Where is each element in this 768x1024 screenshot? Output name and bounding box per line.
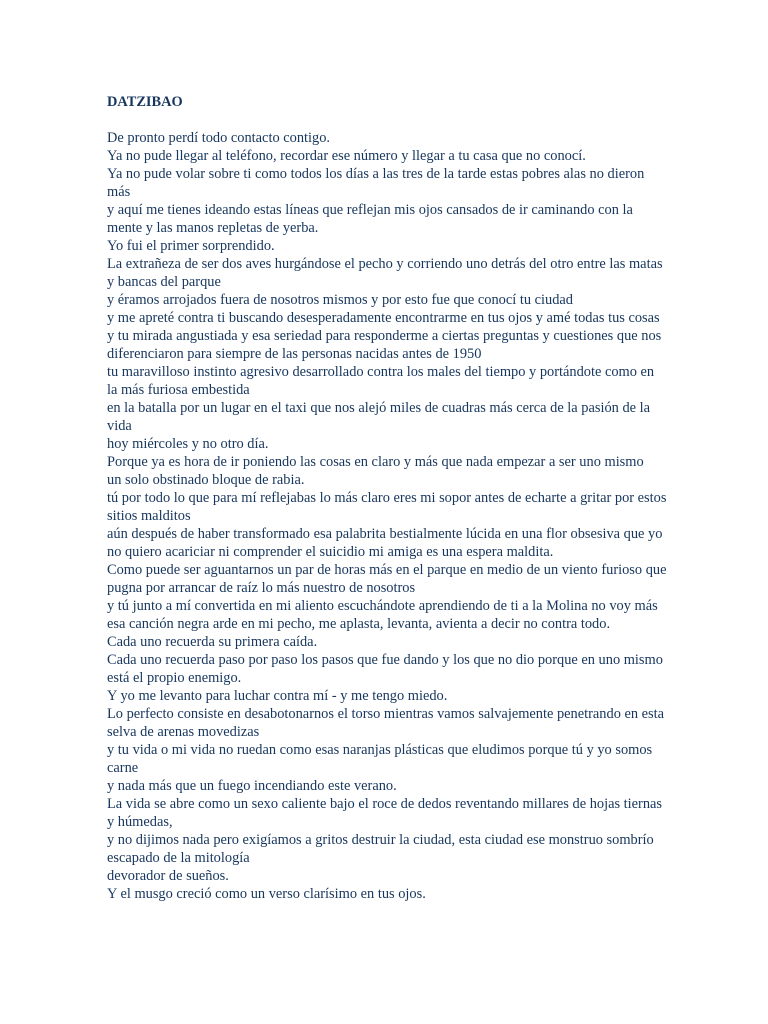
poem-line: Ya no pude llegar al teléfono, recordar ese número y llegar a tu casa que no conocí. bbox=[107, 148, 586, 164]
poem-line: Ya no pude volar sobre ti como todos los días a las tres de la tarde estas pobres alas no dieron más bbox=[107, 166, 645, 200]
poem-line: De pronto perdí todo contacto contigo. bbox=[107, 130, 330, 146]
poem-line: Como puede ser aguantarnos un par de horas más en el parque en medio de un viento furioso que pugna por arrancar de raíz lo más nuestro de nosotros bbox=[107, 562, 667, 596]
poem-line: y no dijimos nada pero exigíamos a gritos destruir la ciudad, esta ciudad ese monstruo sombrío escapado de la mitología bbox=[107, 832, 654, 866]
poem-title: DATZIBAO bbox=[107, 94, 183, 110]
poem-line: Porque ya es hora de ir poniendo las cosas en claro y más que nada empezar a ser uno mismo bbox=[107, 454, 644, 470]
poem-line: tú por todo lo que para mí reflejabas lo más claro eres mi sopor antes de echarte a gritar por estos sitios malditos bbox=[107, 490, 667, 524]
poem-line: y me apreté contra ti buscando desesperadamente encontrarme en tus ojos y amé todas tus cosas bbox=[107, 310, 660, 326]
poem-line: y tu mirada angustiada y esa seriedad para responderme a ciertas preguntas y cuestiones que nos diferenciaron para siempre de las personas nacidas antes de 1950 bbox=[107, 328, 662, 362]
poem-line: Y el musgo creció como un verso clarísimo en tus ojos. bbox=[107, 886, 426, 902]
poem-line: hoy miércoles y no otro día. bbox=[107, 436, 269, 452]
poem-line: y éramos arrojados fuera de nosotros mismos y por esto fue que conocí tu ciudad bbox=[107, 292, 573, 308]
poem-line: Y yo me levanto para luchar contra mí - y me tengo miedo. bbox=[107, 688, 448, 704]
poem-line: Lo perfecto consiste en desabotonarnos el torso mientras vamos salvajemente penetrando en esta selva de arenas movedizas bbox=[107, 706, 665, 740]
poem-line: Cada uno recuerda su primera caída. bbox=[107, 634, 318, 650]
poem-line: y aquí me tienes ideando estas líneas que reflejan mis ojos cansados de ir caminando con la mente y las manos repletas de yerba. bbox=[107, 202, 633, 236]
poem-line: un solo obstinado bloque de rabia. bbox=[107, 472, 305, 488]
poem-body bbox=[107, 93, 667, 903]
poem-line: y tú junto a mí convertida en mi aliento escuchándote aprendiendo de ti a la Molina no voy más esa canción negra arde en mi pecho, me aplasta, levanta, avienta a decir no contra todo. bbox=[107, 598, 658, 632]
poem-line: y nada más que un fuego incendiando este verano. bbox=[107, 778, 397, 794]
poem-line: tu maravilloso instinto agresivo desarrollado contra los males del tiempo y portándote como en la más furiosa embestida bbox=[107, 364, 655, 398]
poem-line: devorador de sueños. bbox=[107, 868, 229, 884]
poem-line: y tu vida o mi vida no ruedan como esas naranjas plásticas que eludimos porque tú y yo somos carne bbox=[107, 742, 653, 776]
poem-line: La extrañeza de ser dos aves hurgándose el pecho y corriendo uno detrás del otro entre las matas y bancas del parque bbox=[107, 256, 663, 290]
poem-line: Cada uno recuerda paso por paso los pasos que fue dando y los que no dio porque en uno mismo está el propio enemigo. bbox=[107, 652, 663, 686]
poem-line: aún después de haber transformado esa palabrita bestialmente lúcida en una flor obsesiva que yo no quiero acariciar ni comprender el suicidio mi amiga es una espera maldita. bbox=[107, 526, 663, 560]
poem-line: en la batalla por un lugar en el taxi que nos alejó miles de cuadras más cerca de la pasión de la vida bbox=[107, 400, 651, 434]
poem-line: La vida se abre como un sexo caliente bajo el roce de dedos reventando millares de hojas tiernas y húmedas, bbox=[107, 796, 663, 830]
poem-line: Yo fui el primer sorprendido. bbox=[107, 238, 275, 254]
